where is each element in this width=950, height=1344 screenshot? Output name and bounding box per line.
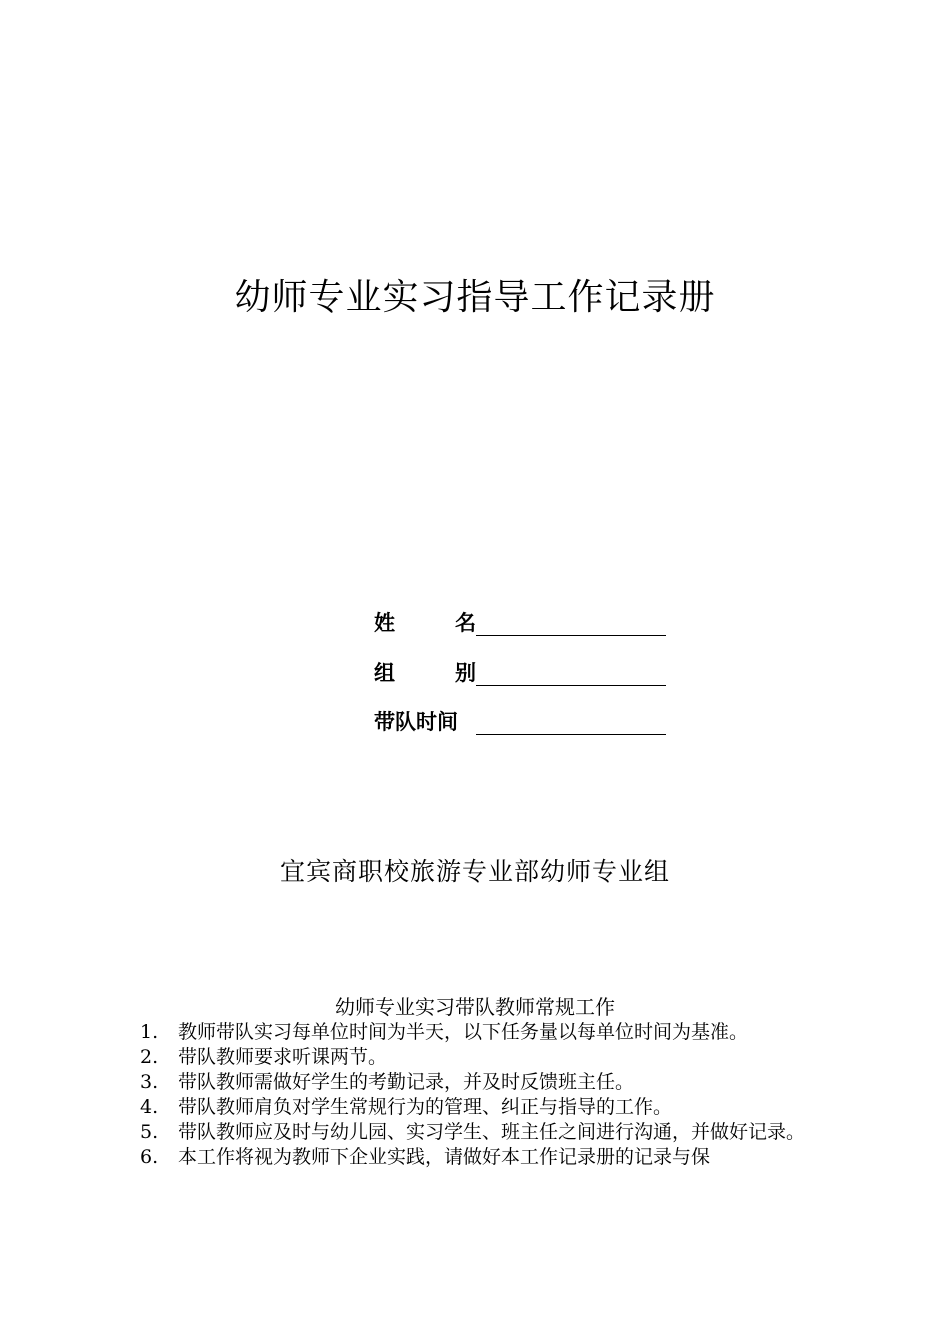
list-item-text: 带队教师需做好学生的考勤记录，并及时反馈班主任。 [178,1071,635,1093]
list-item-text: 带队教师应及时与幼儿园、实习学生、班主任之间进行沟通，并做好记录。 [178,1121,806,1143]
list-item-text: 本工作将视为教师下企业实践，请做好本工作记录册的记录与保 [178,1146,711,1168]
duties-heading: 幼师专业实习带队教师常规工作 [335,995,615,1019]
list-item-number: 1. [140,1021,159,1043]
list-item [140,1045,810,1070]
list-item [140,1020,810,1045]
list-item-number: 3. [140,1071,159,1093]
organization-name: 宜宾商职校旅游专业部幼师专业组 [279,857,670,886]
duties-list [140,1020,810,1170]
time-label: 带队时间 [374,710,458,734]
list-item-number: 6. [140,1146,159,1168]
name-label-char-2: 名 [455,611,476,635]
group-label-char-2: 别 [455,661,476,685]
form-row-name [374,604,666,638]
list-item-text: 带队教师要求听课两节。 [178,1046,388,1068]
document-title: 幼师专业实习指导工作记录册 [234,277,716,318]
group-label-char-1: 组 [374,661,395,685]
list-item-number: 4. [140,1096,159,1118]
form-row-time [374,703,666,737]
name-label [374,608,476,638]
list-item [140,1120,810,1145]
list-item-number: 5. [140,1121,159,1143]
list-item-number: 2. [140,1046,159,1068]
list-item [140,1145,810,1170]
form-row-group [374,654,666,688]
name-blank-line [476,609,666,636]
group-blank-line [476,659,666,686]
list-item [140,1070,810,1095]
name-label-char-1: 姓 [374,611,395,635]
time-blank-line [476,708,666,735]
list-item-text: 带队教师肩负对学生常规行为的管理、纠正与指导的工作。 [178,1096,673,1118]
list-item [140,1095,810,1120]
group-label [374,658,476,688]
list-item-text: 教师带队实习每单位时间为半天，以下任务量以每单位时间为基准。 [178,1021,749,1043]
